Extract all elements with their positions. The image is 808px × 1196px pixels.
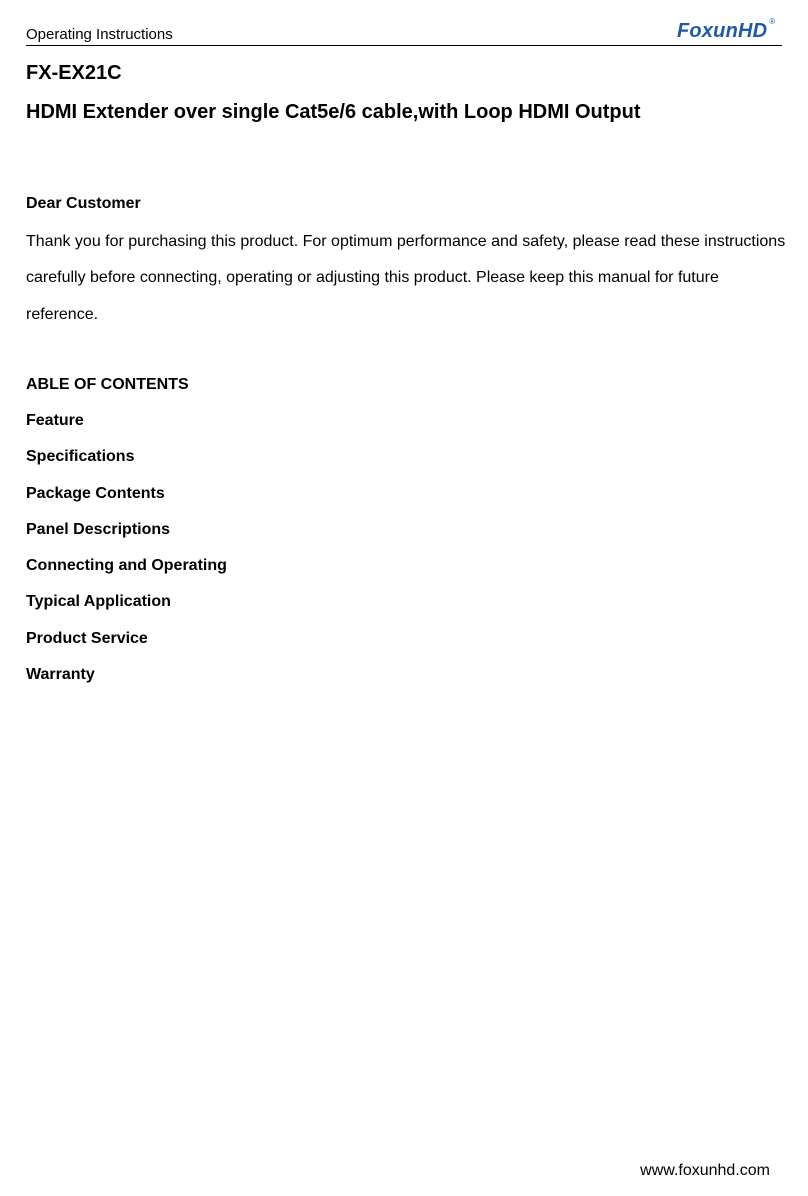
toc-item-connecting-operating: Connecting and Operating [26,557,227,575]
intro-paragraph: Thank you for purchasing this product. For optimum performance and safety, please read these instructions carefully before connecting, operating or adjusting this product. Please keep this manual for future reference. [26,233,786,323]
toc-item-specifications: Specifications [26,448,135,466]
brand-logo [677,17,776,43]
toc-item-warranty: Warranty [26,666,95,684]
logo-text-hd: HD [738,20,768,42]
toc-item-package-contents: Package Contents [26,484,165,502]
toc-item-typical-application: Typical Application [26,593,171,611]
greeting-heading: Dear Customer [26,195,141,212]
toc-item-panel-descriptions: Panel Descriptions [26,520,171,538]
registered-mark: ® [769,17,776,26]
toc-item-feature: Feature [26,412,84,429]
header-divider [26,45,782,46]
toc-heading: ABLE OF CONTENTS [26,376,189,393]
product-title: HDMI Extender over single Cat5e/6 cable,with Loop HDMI Output [26,101,641,123]
toc-item-product-service: Product Service [26,629,148,647]
model-number: FX-EX21C [26,62,122,84]
logo-text-main: Foxun [677,20,738,42]
footer-website: www.foxunhd.com [640,1162,770,1179]
toc-list [26,403,227,693]
header-title: Operating Instructions [26,26,173,43]
